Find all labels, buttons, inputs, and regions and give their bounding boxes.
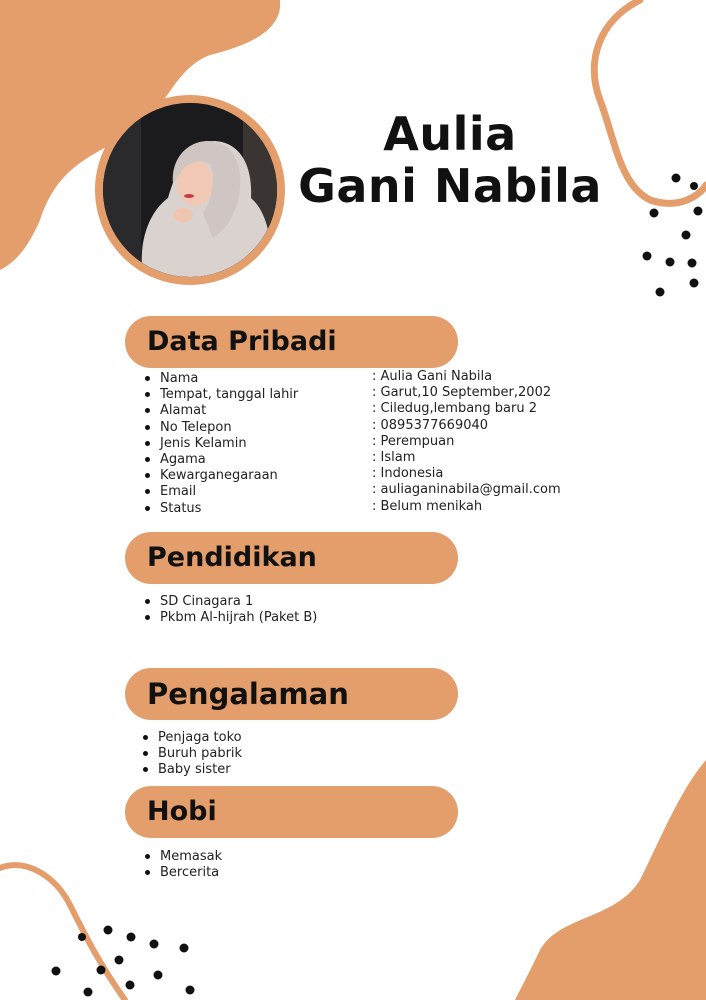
bullet-icon xyxy=(145,425,150,430)
list-item xyxy=(145,594,317,610)
bullet-icon xyxy=(143,767,148,772)
bullet-icon xyxy=(145,408,150,413)
field-value: : Islam xyxy=(372,450,416,466)
education-item: Pkbm Al-hijrah (Paket B) xyxy=(160,610,318,626)
bullet-icon xyxy=(145,615,150,620)
name-line-1: Aulia xyxy=(383,107,517,161)
bullet-icon xyxy=(145,854,150,859)
hobby-item: Bercerita xyxy=(160,865,220,881)
profile-photo-frame xyxy=(95,95,285,285)
field-value: : Aulia Gani Nabila xyxy=(372,369,493,384)
section-hobi xyxy=(125,786,458,838)
bullet-icon xyxy=(145,376,150,381)
section-data-pribadi xyxy=(125,316,458,368)
field-value: : 0895377669040 xyxy=(372,417,489,433)
bullet-icon xyxy=(143,751,148,756)
field-label: Tempat, tanggal lahir xyxy=(160,387,299,403)
list-item xyxy=(145,371,298,387)
bullet-icon xyxy=(145,506,150,511)
field-value: : Indonesia xyxy=(372,466,444,482)
bottom-right-blob xyxy=(515,760,706,1000)
list-item xyxy=(143,746,242,762)
education-list xyxy=(145,594,317,626)
section-title: Data Pribadi xyxy=(147,326,337,357)
field-value: : Garut,10 September,2002 xyxy=(372,385,552,401)
bullet-icon xyxy=(143,735,148,740)
field-value: : Belum menikah xyxy=(372,498,483,514)
list-item xyxy=(145,849,222,865)
bottom-left-dots xyxy=(52,926,195,997)
section-title: Hobi xyxy=(147,796,217,827)
personal-data-values xyxy=(372,369,561,515)
list-item xyxy=(145,468,298,484)
section-pengalaman xyxy=(125,668,458,720)
list-item xyxy=(145,501,298,517)
list-item xyxy=(145,403,298,419)
field-label: Status xyxy=(160,500,202,516)
hobby-item: Memasak xyxy=(160,849,223,864)
list-item xyxy=(143,730,242,746)
field-label: Email xyxy=(160,484,197,500)
list-item xyxy=(143,762,242,778)
list-item xyxy=(145,610,317,626)
experience-item: Buruh pabrik xyxy=(158,746,243,762)
list-item xyxy=(145,865,222,881)
bullet-icon xyxy=(145,392,150,397)
field-label: Agama xyxy=(160,452,206,468)
list-item xyxy=(145,436,298,452)
bullet-icon xyxy=(145,599,150,604)
experience-list xyxy=(143,730,242,779)
experience-item: Penjaga toko xyxy=(158,730,242,745)
bullet-icon xyxy=(145,441,150,446)
field-label: Kewarganegaraan xyxy=(160,468,278,484)
name-line-2: Gani Nabila xyxy=(298,159,602,213)
education-item: SD Cinagara 1 xyxy=(160,594,254,609)
field-label: Jenis Kelamin xyxy=(160,435,247,451)
top-right-dots xyxy=(643,174,703,297)
section-pendidikan xyxy=(125,532,458,584)
full-name-heading xyxy=(290,108,610,212)
bullet-icon xyxy=(145,457,150,462)
bottom-left-wave-line xyxy=(0,865,125,1000)
person-illustration xyxy=(103,103,277,277)
section-title: Pendidikan xyxy=(147,542,317,573)
field-value: : Perempuan xyxy=(372,433,455,449)
top-right-wave-line xyxy=(594,0,706,203)
bullet-icon xyxy=(145,489,150,494)
field-value: : Ciledug,lembang baru 2 xyxy=(372,401,538,417)
profile-photo xyxy=(103,103,277,277)
section-title: Pengalaman xyxy=(147,677,349,711)
bullet-icon xyxy=(145,473,150,478)
personal-data-labels xyxy=(145,371,298,517)
field-label: Nama xyxy=(160,371,199,386)
list-item xyxy=(145,484,298,500)
hobby-list xyxy=(145,849,222,881)
list-item xyxy=(145,387,298,403)
bullet-icon xyxy=(145,870,150,875)
list-item xyxy=(145,420,298,436)
experience-item: Baby sister xyxy=(158,762,231,778)
field-value: : auliaganinabila@gmail.com xyxy=(372,482,561,498)
field-label: No Telepon xyxy=(160,419,232,435)
field-label: Alamat xyxy=(160,403,207,419)
list-item xyxy=(145,452,298,468)
